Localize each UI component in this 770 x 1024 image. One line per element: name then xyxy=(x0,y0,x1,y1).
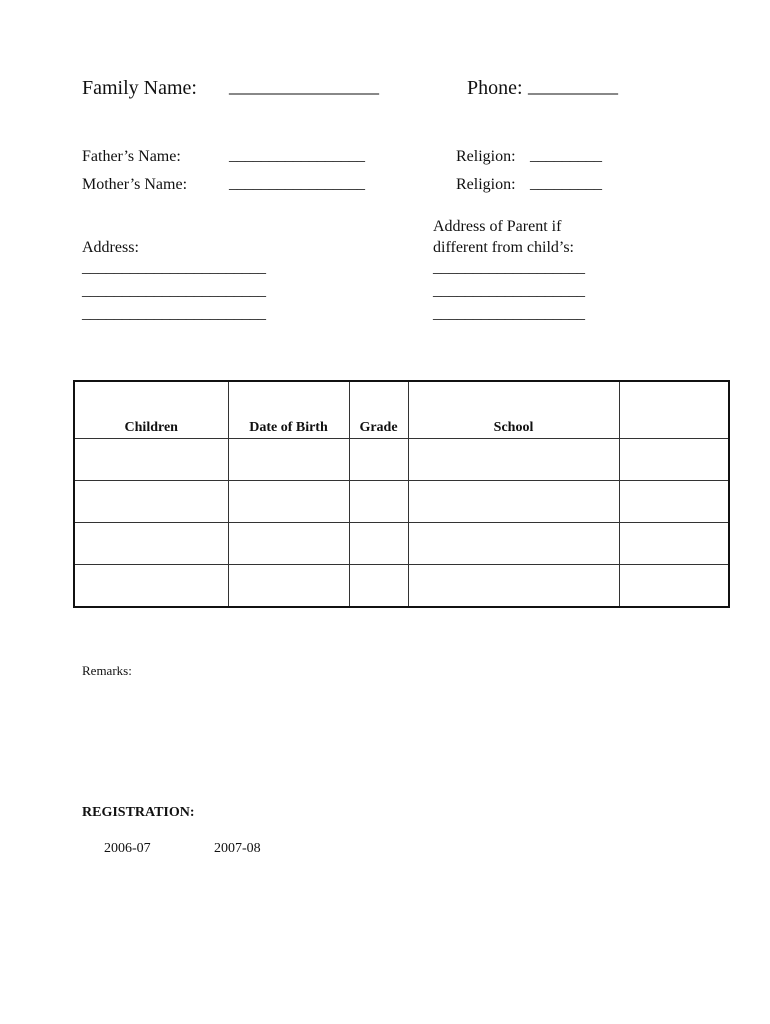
table-row xyxy=(74,481,729,523)
address-line-2[interactable]: _______________________ xyxy=(82,282,266,299)
phone-field[interactable]: _________ xyxy=(528,75,618,97)
registration-year-2006-07: 2006-07 xyxy=(104,841,151,856)
table-cell[interactable] xyxy=(74,481,228,523)
family-name-field[interactable]: _______________ xyxy=(229,75,379,97)
table-cell[interactable] xyxy=(619,523,729,565)
table-row xyxy=(74,565,729,608)
mother-name-field[interactable]: _________________ xyxy=(229,175,365,192)
table-cell[interactable] xyxy=(619,439,729,481)
table-cell[interactable] xyxy=(228,481,349,523)
parent-address-line-1[interactable]: ___________________ xyxy=(433,259,585,276)
address-line-3[interactable]: _______________________ xyxy=(82,305,266,322)
mother-religion-label: Religion: xyxy=(456,176,516,193)
header-grade: Grade xyxy=(349,381,408,439)
table-cell[interactable] xyxy=(228,523,349,565)
header-date-of-birth: Date of Birth xyxy=(228,381,349,439)
table-cell[interactable] xyxy=(228,439,349,481)
table-cell[interactable] xyxy=(349,523,408,565)
table-cell[interactable] xyxy=(74,523,228,565)
table-cell[interactable] xyxy=(228,565,349,608)
registration-year-2007-08: 2007-08 xyxy=(214,841,261,856)
table-cell[interactable] xyxy=(408,565,619,608)
parent-address-line-3[interactable]: ___________________ xyxy=(433,305,585,322)
table-cell[interactable] xyxy=(408,523,619,565)
table-cell[interactable] xyxy=(74,439,228,481)
parent-address-label-1: Address of Parent if xyxy=(433,218,562,235)
father-name-label: Father’s Name: xyxy=(82,148,181,165)
table-cell[interactable] xyxy=(74,565,228,608)
remarks-label: Remarks: xyxy=(82,663,132,678)
phone-label: Phone: xyxy=(467,77,523,99)
address-label: Address: xyxy=(82,239,139,256)
table-cell[interactable] xyxy=(619,481,729,523)
mother-name-label: Mother’s Name: xyxy=(82,176,188,193)
address-line-1[interactable]: _______________________ xyxy=(82,259,266,276)
parent-address-label-2: different from child’s: xyxy=(433,239,574,256)
table-header-row xyxy=(74,381,729,439)
mother-religion-field[interactable]: _________ xyxy=(530,175,602,192)
father-name-field[interactable]: _________________ xyxy=(229,147,365,164)
header-blank xyxy=(619,381,729,439)
header-school: School xyxy=(408,381,619,439)
table-cell[interactable] xyxy=(408,481,619,523)
table-row xyxy=(74,439,729,481)
parent-address-line-2[interactable]: ___________________ xyxy=(433,282,585,299)
table-cell[interactable] xyxy=(349,439,408,481)
children-table xyxy=(73,380,730,608)
header-children: Children xyxy=(74,381,228,439)
table-cell[interactable] xyxy=(619,565,729,608)
table-row xyxy=(74,523,729,565)
father-religion-label: Religion: xyxy=(456,148,516,165)
table-cell[interactable] xyxy=(408,439,619,481)
registration-label: REGISTRATION: xyxy=(82,805,195,820)
table-cell[interactable] xyxy=(349,481,408,523)
table-cell[interactable] xyxy=(349,565,408,608)
father-religion-field[interactable]: _________ xyxy=(530,147,602,164)
family-name-label: Family Name: xyxy=(82,77,197,99)
